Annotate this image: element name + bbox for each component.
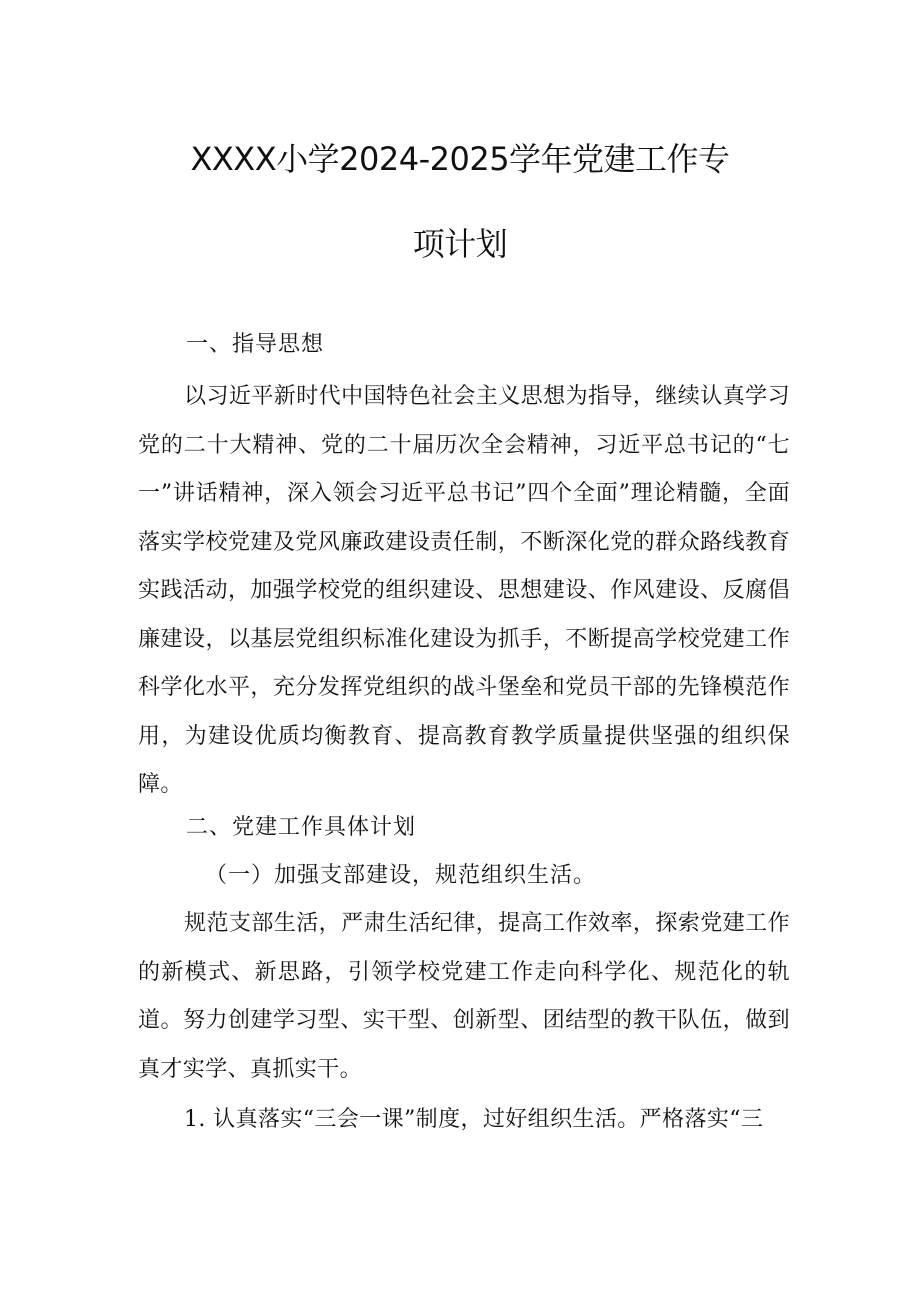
section-heading-guiding-ideology: 一、指导思想 [186, 332, 325, 357]
paragraph-guiding-ideology: 以习近平新时代中国特色社会主义思想为指导，继续认真学习党的二十大精神、党的二十届历次全会精神，习近平总书记的“七一”讲话精神，深入领会习近平总书记”四个全面”理论精髓，全面落实学校党建及党风廉政建设责任制，不断深化党的群众路线教育实践活动，加强学校党的组织建设、思想建设、作风建设、反腐倡廉建设，以基层党组织标准化建设为抓手，不断提高学校党建工作科学化水平，充分发挥党组织的战斗堡垒和党员干部的先锋模范作用，为建设优质均衡教育、提高教育教学质量提供坚强的组织保障。 [138, 384, 790, 797]
paragraph-item-1: 1. 认真落实“三会一课”制度，过好组织生活。严格落实“三 [184, 1107, 764, 1132]
paragraph-branch-building: 规范支部生活，严肃生活纪律，提高工作效率，探索党建工作的新模式、新思路，引领学校党建工作走向科学化、规范化的轨道。努力创建学习型、实干型、创新型、团结型的教干队伍，做到真才实学、真抓实干。 [138, 911, 790, 1082]
subsection-heading-branch-building: （一）加强支部建设，规范组织生活。 [205, 863, 597, 888]
document-title-line-1: XXXX小学2024-2025学年党建工作专 [190, 140, 730, 178]
section-heading-work-plan: 二、党建工作具体计划 [186, 815, 417, 840]
document-title-line-2: 项计划 [412, 225, 508, 263]
